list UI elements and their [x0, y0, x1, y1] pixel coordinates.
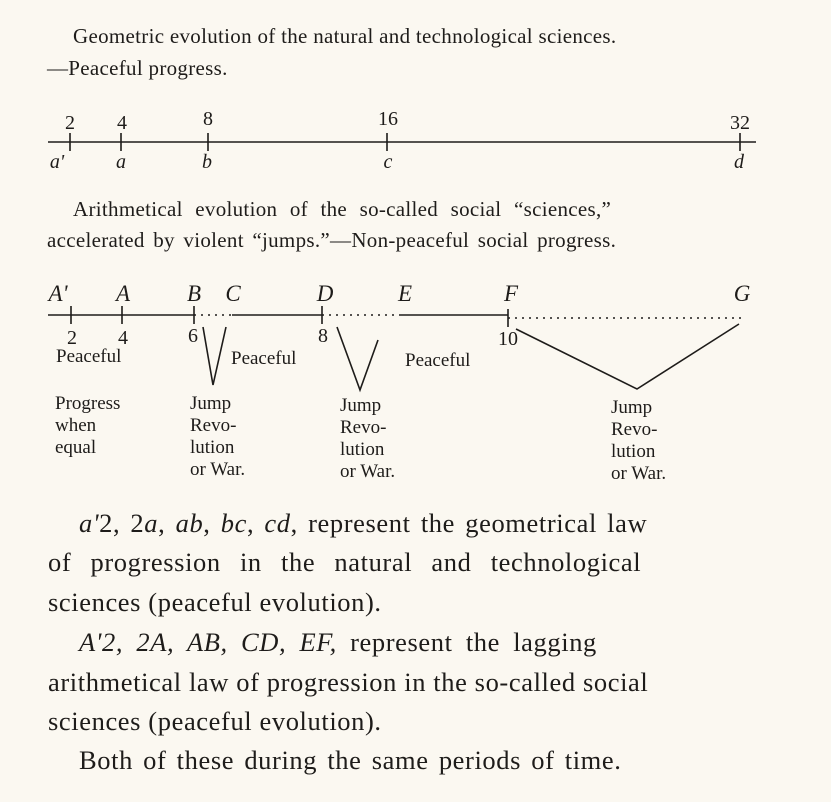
- paragraph-3-line-1: Both of these during the same periods of time.: [79, 745, 622, 775]
- arithmetic-number-10: 10: [498, 328, 518, 350]
- arithmetic-letter-d: D: [316, 281, 334, 306]
- geometric-number-32: 32: [730, 112, 750, 134]
- paragraph-2-line-2: arithmetical law of progression in the so-called social: [48, 667, 649, 697]
- arithmetic-number-6: 6: [188, 325, 198, 347]
- peaceful-label-1: Peaceful: [56, 346, 122, 367]
- jump-label-3: [611, 397, 666, 484]
- geometric-scale: [48, 133, 756, 151]
- jump-1-line-1: Jump: [190, 393, 232, 414]
- top-caption-line-2: —Peaceful progress.: [47, 56, 228, 80]
- geometric-number-2: 2: [65, 112, 75, 134]
- p1-item-a: a: [144, 508, 159, 538]
- p1-item-bc: bc: [220, 508, 247, 538]
- p1-a-prime: a': [79, 508, 100, 538]
- paragraph-1-line-3: sciences (peaceful evolution).: [48, 587, 382, 617]
- geometric-letter-d: d: [734, 151, 744, 173]
- arithmetic-number-2: 2: [67, 327, 77, 349]
- jump-v-2: [337, 327, 378, 390]
- peaceful-label-3: Peaceful: [405, 350, 471, 371]
- arithmetic-number-4: 4: [118, 327, 128, 349]
- jump-3-line-1: Jump: [611, 397, 653, 418]
- jump-3-line-2: Revo-: [611, 419, 658, 440]
- geometric-letter-a: a: [116, 151, 126, 173]
- peaceful-label-2: Peaceful: [231, 348, 297, 369]
- p1-line1-end: represent the geometrical law: [308, 508, 648, 538]
- jump-1-line-3: lution: [190, 437, 235, 458]
- arithmetic-letter-a-prime: A': [48, 281, 68, 306]
- arithmetic-number-8: 8: [318, 325, 328, 347]
- top-caption-line-1: Geometric evolution of the natural and technological sciences.: [73, 24, 617, 48]
- paragraph-2-line-1: [79, 627, 597, 658]
- p2-line1-end: represent the lagging: [350, 627, 597, 657]
- p1-item-cd: cd: [264, 508, 291, 538]
- geometric-letter-b: b: [202, 151, 212, 173]
- p1-two-two: 2, 2: [99, 508, 145, 538]
- arithmetic-letter-g: G: [733, 281, 751, 306]
- geometric-number-16: 16: [378, 108, 398, 130]
- jump-2-line-4: or War.: [340, 461, 396, 482]
- geometric-letter-c: c: [383, 151, 393, 173]
- jump-1-line-2: Revo-: [190, 415, 237, 436]
- arithmetic-letter-a: A: [115, 281, 131, 306]
- progress-note-line-3: equal: [55, 437, 97, 458]
- jump-3-line-3: lution: [611, 441, 656, 462]
- geometric-number-8: 8: [203, 108, 213, 130]
- jump-label-2: [340, 395, 395, 482]
- jump-2-line-1: Jump: [340, 395, 382, 416]
- middle-caption-line-1: Arithmetical evolution of the so-called social “sciences,”: [73, 197, 612, 221]
- progress-note-line-2: when: [55, 415, 97, 436]
- arithmetic-letter-f: F: [503, 281, 519, 306]
- paragraph-2-line-3: sciences (peaceful evolution).: [48, 706, 382, 736]
- p2-start: A'2, 2A, AB, CD, EF,: [79, 627, 337, 657]
- p1-item-ab: ab: [175, 508, 204, 538]
- progress-note-line-1: Progress: [55, 393, 121, 414]
- arithmetic-letter-e: E: [397, 281, 413, 306]
- arithmetic-scale: [48, 306, 746, 390]
- jump-label-1: [190, 393, 245, 480]
- middle-caption-line-2: accelerated by violent “jumps.”—Non-peaceful social progress.: [47, 228, 617, 252]
- jump-v-1: [203, 327, 226, 385]
- geometric-number-4: 4: [117, 112, 127, 134]
- paragraph-1-line-2: of progression in the natural and technological: [48, 547, 642, 577]
- jump-1-line-4: or War.: [190, 459, 246, 480]
- jump-3-line-4: or War.: [611, 463, 667, 484]
- jump-2-line-2: Revo-: [340, 417, 387, 438]
- paragraph-1-line-1: a'2, 2a, ab, bc, cd, represent the geometrical law: [79, 508, 648, 538]
- progress-note: [55, 393, 120, 458]
- arithmetic-letter-c: C: [225, 281, 241, 306]
- arithmetic-letter-b: B: [186, 281, 202, 306]
- geometric-letter-a-prime: a': [49, 151, 65, 173]
- jump-v-3: [516, 324, 739, 389]
- jump-2-line-3: lution: [340, 439, 385, 460]
